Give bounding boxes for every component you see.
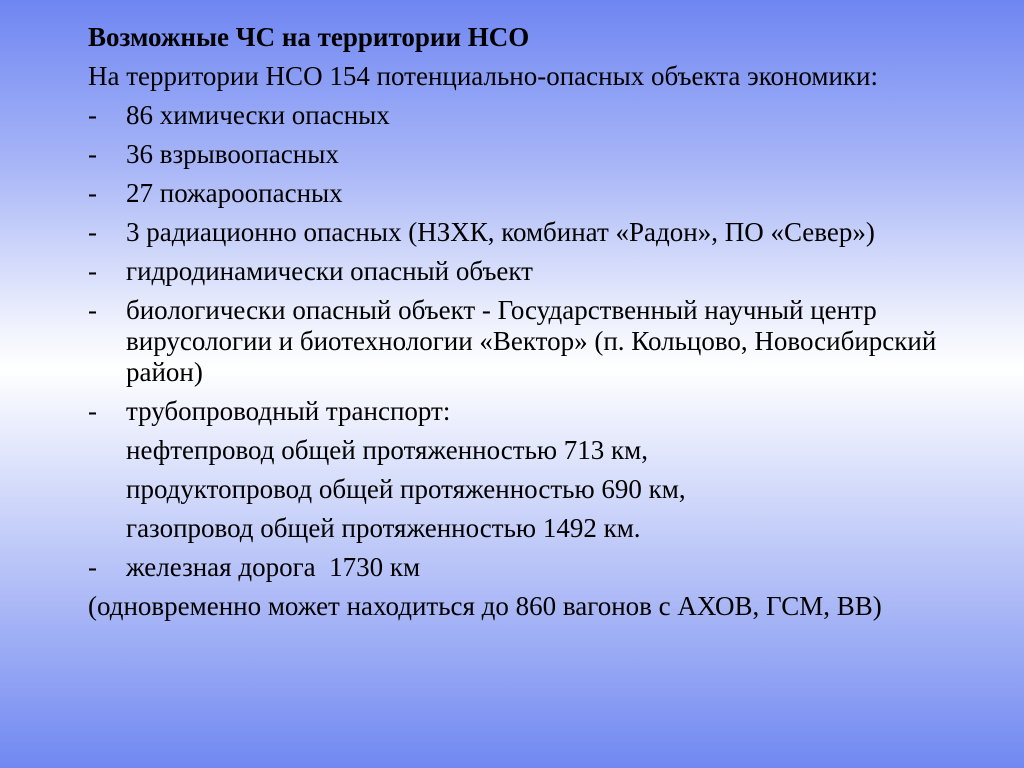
list-item-railway — [88, 552, 988, 583]
list-item-text: 36 взрывоопасных — [126, 139, 339, 169]
list-dash: - — [88, 295, 97, 325]
list-item-text: гидродинамически опасный объект — [126, 256, 533, 286]
pipeline-oil: нефтепровод общей протяженностью 713 км, — [126, 435, 649, 465]
footer-note: (одновременно может находиться до 860 вагонов с АХОВ, ГСМ, ВВ) — [88, 591, 882, 621]
list-dash: - — [88, 256, 97, 286]
list-item-text: биологически опасный объект - Государственный научный центр вирусологии и биотехнологии «Вектор» (п. Кольцово, Новосибирский район) — [126, 295, 937, 387]
list-item-radiation — [88, 217, 988, 248]
list-item-text: 3 радиационно опасных (НЗХК, комбинат «Радон», ПО «Север») — [126, 217, 875, 247]
slide-content — [88, 22, 988, 630]
list-item-pipeline — [88, 396, 988, 427]
list-item-text: 86 химически опасных — [126, 100, 390, 130]
list-item-text: железная дорога 1730 км — [126, 552, 421, 582]
list-dash: - — [88, 139, 97, 169]
list-dash: - — [88, 217, 97, 247]
pipeline-product: продуктопровод общей протяженностью 690 км, — [126, 474, 686, 504]
list-item-fire — [88, 178, 988, 209]
slide-title: Возможные ЧС на территории НСО — [88, 22, 530, 52]
list-dash: - — [88, 552, 97, 582]
list-item-chemical — [88, 100, 988, 131]
intro-text: На территории НСО 154 потенциально-опасных объекта экономики: — [88, 61, 879, 91]
list-item-explosive — [88, 139, 988, 170]
list-item-text: 27 пожароопасных — [126, 178, 343, 208]
pipeline-gas: газопровод общей протяженностью 1492 км. — [126, 513, 641, 543]
list-item-hydrodynamic — [88, 256, 988, 287]
list-dash: - — [88, 100, 97, 130]
list-item-text: трубопроводный транспорт: — [126, 396, 451, 426]
list-item-biological — [88, 295, 988, 388]
list-dash: - — [88, 178, 97, 208]
list-dash: - — [88, 396, 97, 426]
